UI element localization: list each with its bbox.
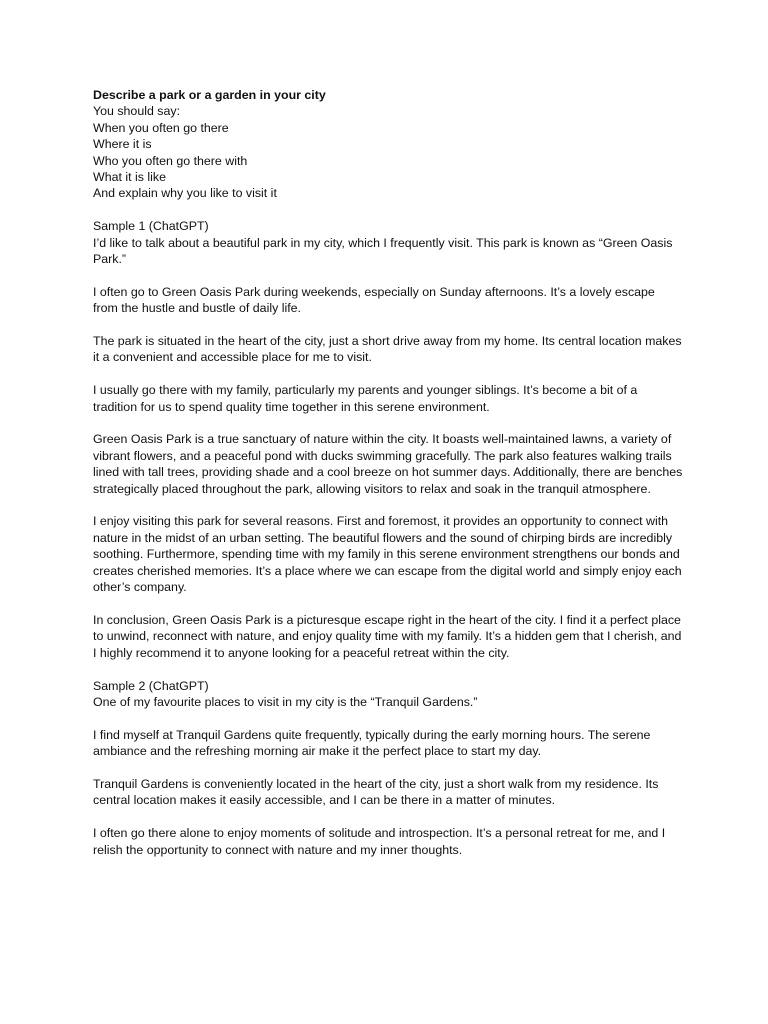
sample-2-section — [93, 678, 683, 858]
sample-2-paragraph: I often go there alone to enjoy moments of solitude and introspection. It’s a personal retreat for me, and I relish the opportunity to connect with nature and my inner thoughts. — [93, 826, 666, 857]
prompt-line: What it is like — [93, 170, 166, 185]
sample-2-paragraph: Tranquil Gardens is conveniently located in the heart of the city, just a short walk from my residence. Its central location makes it easily accessible, and I can be there in a matter of minutes. — [93, 776, 659, 808]
question-card — [93, 87, 683, 202]
sample-2-label: Sample 2 (ChatGPT) — [93, 678, 209, 693]
sample-1-paragraph: Green Oasis Park is a true sanctuary of nature within the city. It boasts well-maintained lawns, a variety of vibrant flowers, and a peaceful pond with ducks swimming gracefully. The park also features walking trails lined with tall trees, providing shade and a cool breeze on hot summer days. Additionally, there are benches strategically placed throughout the park, allowing visitors to relax and soak in the tranquil atmosphere. — [93, 432, 683, 496]
prompt-line: And explain why you like to visit it — [93, 186, 277, 201]
question-title: Describe a park or a garden in your city — [93, 88, 326, 102]
sample-1-paragraph: I enjoy visiting this park for several reasons. First and foremost, it provides an opportunity to connect with nature in the midst of an urban setting. The beautiful flowers and the sound of chirping birds are incredibly soothing. Furthermore, spending time with my family in this serene environment strengthens our bonds and creates cherished memories. It’s a place where we can escape from the digital world and simply enjoy each other’s company. — [93, 514, 682, 595]
sample-1-paragraph: I’d like to talk about a beautiful park in my city, which I frequently visit. This park is known as “Green Oasis Park.” — [93, 235, 673, 267]
sample-1-section — [93, 218, 683, 661]
sample-1-paragraph: The park is situated in the heart of the city, just a short drive away from my home. Its central location makes it a convenient and accessible place for me to visit. — [93, 334, 682, 365]
prompt-line: When you often go there — [93, 120, 229, 135]
sample-2-paragraph: One of my favourite places to visit in my city is the “Tranquil Gardens.” — [93, 694, 478, 709]
sample-2-paragraph: I find myself at Tranquil Gardens quite frequently, typically during the early morning hours. The serene ambiance and the refreshing morning air make it the perfect place to start my day. — [93, 727, 651, 759]
document-page — [93, 87, 683, 874]
sample-1-paragraph: I usually go there with my family, particularly my parents and younger siblings. It’s become a bit of a tradition for us to spend quality time together in this serene environment. — [93, 383, 638, 414]
sample-1-paragraph: In conclusion, Green Oasis Park is a picturesque escape right in the heart of the city. I find it a perfect place to unwind, reconnect with nature, and enjoy quality time with my family. It’s a hidden gem that I cherish, and I highly recommend it to anyone looking for a peaceful retreat within the city. — [93, 612, 682, 660]
prompt-line: Where it is — [93, 137, 152, 152]
prompt-line: You should say: — [93, 104, 181, 119]
sample-1-label: Sample 1 (ChatGPT) — [93, 219, 209, 234]
prompt-line: Who you often go there with — [93, 153, 248, 168]
sample-1-paragraph: I often go to Green Oasis Park during weekends, especially on Sunday afternoons. It’s a lovely escape from the hustle and bustle of daily life. — [93, 284, 655, 316]
